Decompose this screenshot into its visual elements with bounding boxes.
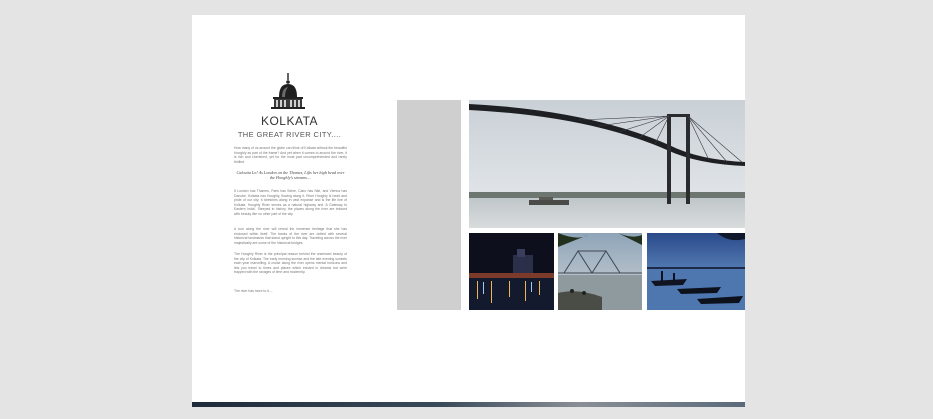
dome-monument-logo bbox=[271, 73, 305, 111]
poem-quote: Calcutta Lo! As London on the Thames, Lifts her high head over the Hooghly's streams.... bbox=[236, 170, 345, 181]
page-subtitle: THE GREAT RIVER CITY.... bbox=[237, 130, 342, 139]
bottom-image-strip bbox=[192, 402, 745, 407]
night-river-photo bbox=[469, 233, 554, 310]
brochure-spread bbox=[192, 15, 745, 404]
body-paragraph-2: A tour along the river will reveal the immense heritage that she has enclosed within itself. The banks of the river are dotted with several historical landmarks that stand upright to this day. Traveling across the river majestically are some of the historical bridges. bbox=[234, 227, 348, 245]
boats-dusk-photo bbox=[647, 233, 745, 310]
body-paragraph-3: The Hooghly River is the principal reason behind the unsensed beauty of the city of Kolkata. The early morning sunrise and the late evening sunsets each year marvelling. A cruise along the river opens mental horizons and lets you travel to times and places which existed in dreams but were trapped with the ravages of time and modernity. bbox=[234, 252, 347, 275]
bridge-photo bbox=[469, 100, 745, 228]
page-title: KOLKATA bbox=[260, 114, 319, 128]
body-paragraph-1: If London has Thames, Paris has Seine, Cairo has Nile, and Vienna has Danube, Kolkata has Hooghly, flowing along it. River Hooghly is heart and pride of our city. It stretches along in vast expanse and is the life line of Kolkata. Hooghly River serves as a natural highway and 'A Gateway to Eastern India'. Steeped in history, the places along the river are imbued with beauty like no other part of the city. bbox=[234, 189, 347, 216]
howrah-bridge-photo bbox=[558, 233, 642, 310]
closing-line: The river has more to it.... bbox=[234, 289, 273, 293]
grey-image-placeholder bbox=[397, 100, 461, 310]
intro-paragraph: How many of us around the globe can think of Kolkata without the beautiful Hooghly as part of the frame? And yet when it comes to around the river, it is rich and cherished, yet for the most part uncomprehended and rarely thrilled. bbox=[234, 146, 347, 164]
